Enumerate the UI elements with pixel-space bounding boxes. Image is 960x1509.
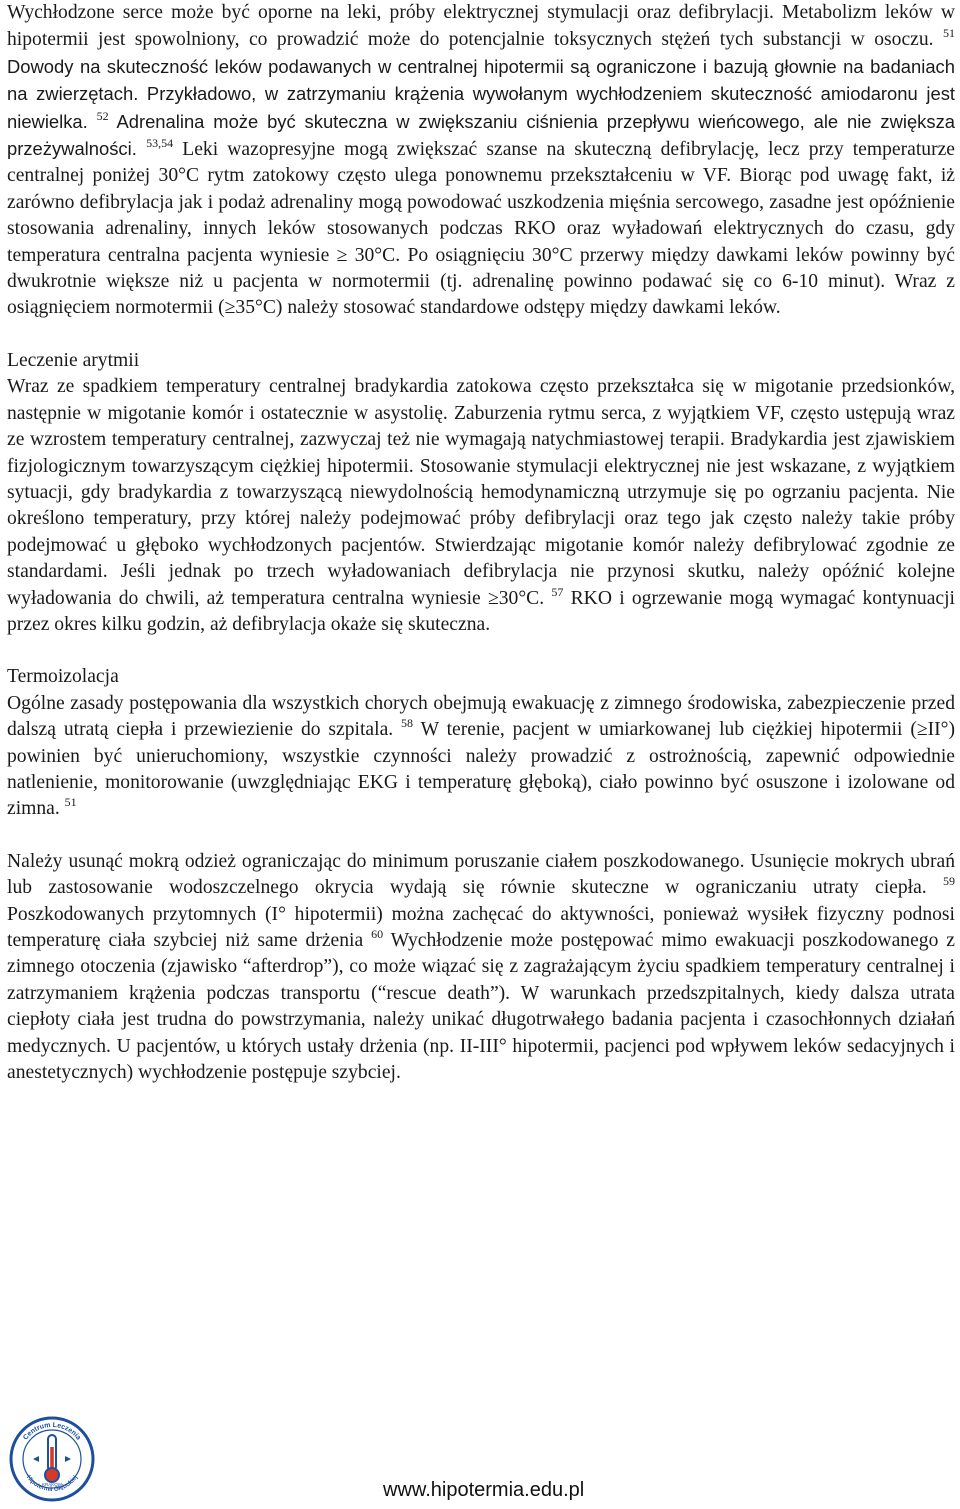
text-run: Ogólne zasady postępowania dla wszystkich chorych obejmują ewakuację z zimnego środowiska, zabezpieczenie przed dalszą utratą ciepła i przewiezienie do szpitala.	[7, 692, 955, 741]
footnote-reference: 59	[943, 874, 955, 889]
footnote-reference: 51	[943, 26, 955, 41]
heading-arrhythmia: Leczenie arytmii	[7, 349, 140, 371]
text-run: Należy usunąć mokrą odzież ograniczając do minimum poruszanie ciałem poszkodowanego. Usunięcie mokrych ubrań lub zastosowanie wodoszczelnego okrycia wydają się równie skuteczne w ograniczaniu utraty ciepła.	[7, 850, 955, 899]
spacer	[7, 638, 955, 664]
paragraph-insulation	[7, 691, 955, 823]
text-run: Dowody na skuteczność leków podawanych w centralnej hipotermii są ograniczone i bazują głownie na badaniach na zwierzętach. Przykładowo, w zatrzymaniu krążenia wywołanym wychłodzeniem skuteczność amiodaronu jest niewielka.	[7, 55, 955, 132]
text-run: Poszkodowanych przytomnych (I° hipotermii) można zachęcać do aktywności, ponieważ wysiłek fizyczny podnosi temperaturę ciała szybciej niż same drżenia	[7, 903, 955, 951]
spacer	[7, 322, 955, 348]
footnote-reference: 51	[64, 795, 77, 810]
logo-text-bottom: Hipotermii Głębokiej	[24, 1474, 80, 1494]
footnote-reference: 52	[96, 108, 109, 123]
text-run: Adrenalina może być skuteczna w zwiększaniu ciśnienia przepływu wieńcowego, ale nie zwiększa przeżywalności.	[7, 110, 955, 160]
footer-website-link[interactable]: www.hipotermia.edu.pl	[383, 1479, 585, 1501]
thermometer-fill	[50, 1447, 54, 1469]
spacer	[7, 823, 955, 849]
paragraph-drugs	[7, 0, 955, 322]
text-run: Wraz ze spadkiem temperatury centralnej bradykardia zatokowa często przekształca się w migotanie przedsionków, następnie w migotanie komór i ostatecznie w asystolię. Zaburzenia rytmu serca, z wyjątkiem VF, często ustępują wraz ze wzrostem temperatury centralnej, zazwyczaj też nie wymagają natychmiastowej terapii. Bradykardia jest zjawiskiem fizjologicznym towarzyszącym ciężkiej hipotermii. Stosowanie stymulacji elektrycznej nie jest wskazane, z wyjątkiem sytuacji, gdy bradykardia z towarzyszącą niewydolnością hemodynamiczną utrzymuje się po ogrzaniu pacjenta. Nie określono temperatury, przy której należy podejmować próby defibrylacji oraz tego jak często należy takie próby podejmować u głęboko wychłodzonych pacjentów. Stwierdzając migotanie komór należy defibrylować zgodnie ze standardami. Jeśli jednak po trzech wyładowaniach defibrylacja nie przynosi skutku, należy opóźnić kolejne wyładowania do chwili, aż temperatura centralna wyniesie ≥30°C.	[7, 376, 955, 609]
heading-insulation: Termoizolacja	[7, 666, 119, 688]
paragraph-wet-clothing	[7, 849, 955, 1087]
text-run: Leki wazopresyjne mogą zwiększać szanse na skuteczną defibrylację, lecz przy temperaturze centralnej poniżej 30°C rytm zatokowy często ulega ponownemu przekształceniu w VF. Biorąc pod uwagę fakt, iż zarówno defibrylacja jak i podaż adrenaliny mogą powodować uszkodzenia mięśnia sercowego, zasadne jest opóźnienie stosowania adrenaliny, innych leków stosowanych podczas RKO oraz wyładowań elektrycznych do czasu, gdy temperatura centralna pacjenta wyniesie ≥ 30°C. Po osiągnięciu 30°C przerwy między dawkami leków powinny być dwukrotnie większe niż u pacjenta w normotermii (tj. adrenalinę powinno podawać się co 6-10 minut). Wraz z osiągnięciem normotermii (≥35°C) należy stosować standardowe odstępy między dawkami leków.	[7, 139, 955, 319]
footnote-reference: 57	[551, 584, 564, 599]
thermometer-bulb	[45, 1468, 59, 1482]
text-run: W terenie, pacjent w umiarkowanej lub ciężkiej hipotermii (≥II°) powinien być unieruchomiony, wszystkie czynności należy prowadzić z ostrożnością, zapewnić odpowiednie natlenienie, monitorowanie (uwzględniając EKG i temperaturę głęboką), ciało powinno być osuszone i izolowane od zimna.	[7, 719, 956, 820]
logo-text-top: Centrum Leczenia	[22, 1421, 82, 1442]
snowflake-icon	[65, 1456, 71, 1462]
logo-city: KRAKÓW	[41, 1482, 63, 1487]
text-run: Wychłodzenie może postępować mimo ewakuacji poszkodowanego z zimnego otoczenia (zjawisko “afterdrop”), co może wiązać się z zagrażającym życiu spadkiem temperatury centralnej i zatrzymaniem krążenia podczas transportu (“rescue death”). W warunkach przedszpitalnych, kiedy dalsza utrata ciepłoty ciała jest trudna do powstrzymania, należy unikać długotrwałego badania pacjenta i czasochłonnych działań medycznych. U pacjentów, u których ustały drżenia (np. II-III° hipotermii, pacjenci pod wpływem leków sedacyjnych i anestetycznych) wychłodzenie postępuje szybciej.	[7, 930, 955, 1084]
text-run: Wychłodzone serce może być oporne na leki, próby elektrycznej stymulacji oraz defibrylacji. Metabolizm leków w hipotermii jest spowolniony, co prowadzić może do potencjalnie toksycznych stężeń tych substancji w osoczu.	[7, 2, 955, 51]
snowflake-icon	[33, 1456, 39, 1462]
document-page	[7, 0, 955, 1086]
paragraph-arrhythmia	[7, 374, 955, 638]
footnote-reference: 60	[371, 927, 384, 941]
footnote-reference: 53,54	[146, 136, 174, 151]
hospital-logo-icon	[8, 1415, 96, 1503]
text-run: RKO i ogrzewanie mogą wymagać kontynuacji przez okres kilku godzin, aż defibrylacja okaże się skuteczna.	[7, 587, 955, 635]
footnote-reference: 58	[401, 716, 414, 731]
